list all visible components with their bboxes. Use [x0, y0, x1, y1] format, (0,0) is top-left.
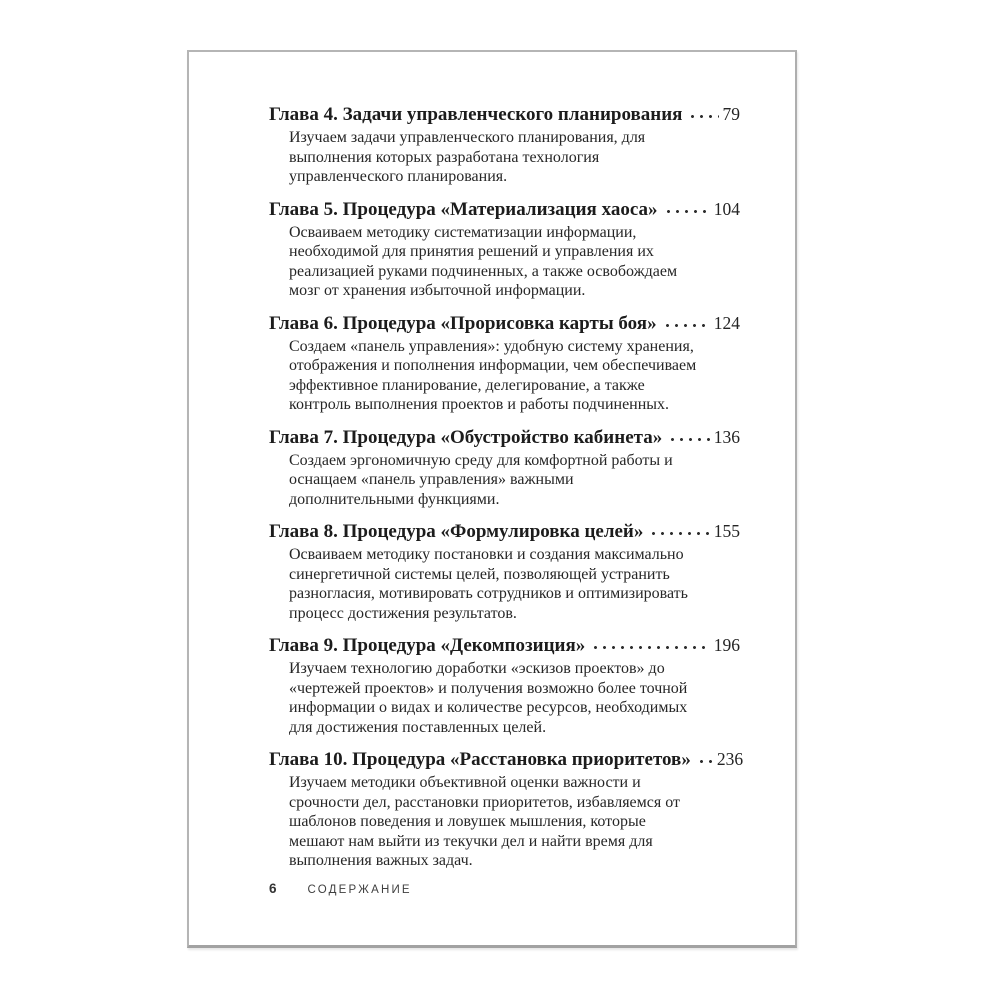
toc-entry-title: Глава 4. Задачи управленческого планирования — [269, 104, 683, 125]
toc-entry-page-number: 136 — [713, 426, 740, 447]
dot-leader — [591, 634, 710, 657]
toc-entry-title: Глава 8. Процедура «Формулировка целей» — [269, 521, 644, 542]
toc-entry-title: Глава 5. Процедура «Материализация хаоса» — [269, 198, 658, 220]
toc-entry-heading — [269, 748, 744, 771]
toc-entry-description: Изучаем задачи управленческого планирования, для выполнения которых разработана технология управленческого планирования. — [289, 129, 646, 185]
toc-entry-description: Осваиваем методику систематизации информации, необходимой для принятия решений и управления их реализацией руками подчиненных, а также освобождаем мозг от хранения избыточной информации. — [289, 223, 678, 299]
toc-entry-description: Изучаем методики объективной оценки важности и срочности дел, расстановки приоритетов, избавляемся от шаблонов поведения и ловушек мышления, которые мешают нам выйти из текучки дел и найти время для выполнения важных задач. — [289, 774, 681, 869]
toc-entry-heading — [269, 312, 740, 335]
toc-page — [187, 50, 797, 948]
toc-entry — [269, 748, 744, 871]
toc-entry — [269, 103, 740, 187]
toc-list — [269, 103, 744, 882]
toc-entry-description: Создаем эргономичную среду для комфортной работы и оснащаем «панель управления» важными дополнительными функциями. — [289, 451, 673, 508]
toc-entry — [269, 634, 740, 737]
toc-entry — [269, 198, 740, 301]
dot-leader — [649, 520, 709, 543]
toc-entry-title: Глава 6. Процедура «Прорисовка карты боя» — [269, 312, 657, 334]
toc-entry — [269, 520, 740, 623]
toc-entry-page-number: 104 — [713, 198, 740, 219]
dot-leader — [664, 198, 710, 221]
toc-entry-title: Глава 9. Процедура «Декомпозиция» — [269, 635, 586, 656]
toc-entry-heading — [269, 634, 740, 657]
toc-entry-heading — [269, 198, 740, 221]
dot-leader — [668, 426, 710, 449]
page-number: 6 — [269, 881, 277, 896]
toc-entry-heading — [269, 426, 740, 449]
toc-entry-page-number: 79 — [722, 104, 740, 124]
toc-entry — [269, 312, 740, 415]
toc-entry-description: Изучаем технологию доработки «эскизов проектов» до «чертежей проектов» и получения возможно более точной информации о видах и количестве ресурсов, необходимых для достижения поставленных целей. — [289, 660, 688, 736]
dot-leader — [697, 748, 713, 771]
toc-entry-page-number: 124 — [713, 312, 740, 333]
toc-entry-page-number: 236 — [716, 749, 744, 769]
dot-leader — [688, 103, 718, 126]
running-title: СОДЕРЖАНИЕ — [307, 884, 412, 896]
toc-entry-title: Глава 7. Процедура «Обустройство кабинета» — [269, 426, 663, 448]
dot-leader — [663, 312, 710, 335]
toc-entry-description: Создаем «панель управления»: удобную систему хранения, отображения и пополнения информации, чем обеспечиваем эффективное планирование, делегирование, а также контроль выполнения проектов и работы подчиненных. — [289, 337, 697, 413]
toc-entry-heading — [269, 520, 740, 543]
toc-entry-title: Глава 10. Процедура «Расстановка приоритетов» — [269, 749, 691, 770]
toc-entry — [269, 426, 740, 510]
page-footer — [269, 881, 412, 896]
toc-entry-description: Осваиваем методику постановки и создания максимально синергетичной системы целей, позволяющей устранить разногласия, мотивировать сотрудников и оптимизировать процесс достижения результатов. — [289, 546, 688, 622]
toc-entry-heading — [269, 103, 740, 126]
toc-entry-page-number: 196 — [713, 635, 740, 655]
toc-entry-page-number: 155 — [713, 521, 740, 541]
